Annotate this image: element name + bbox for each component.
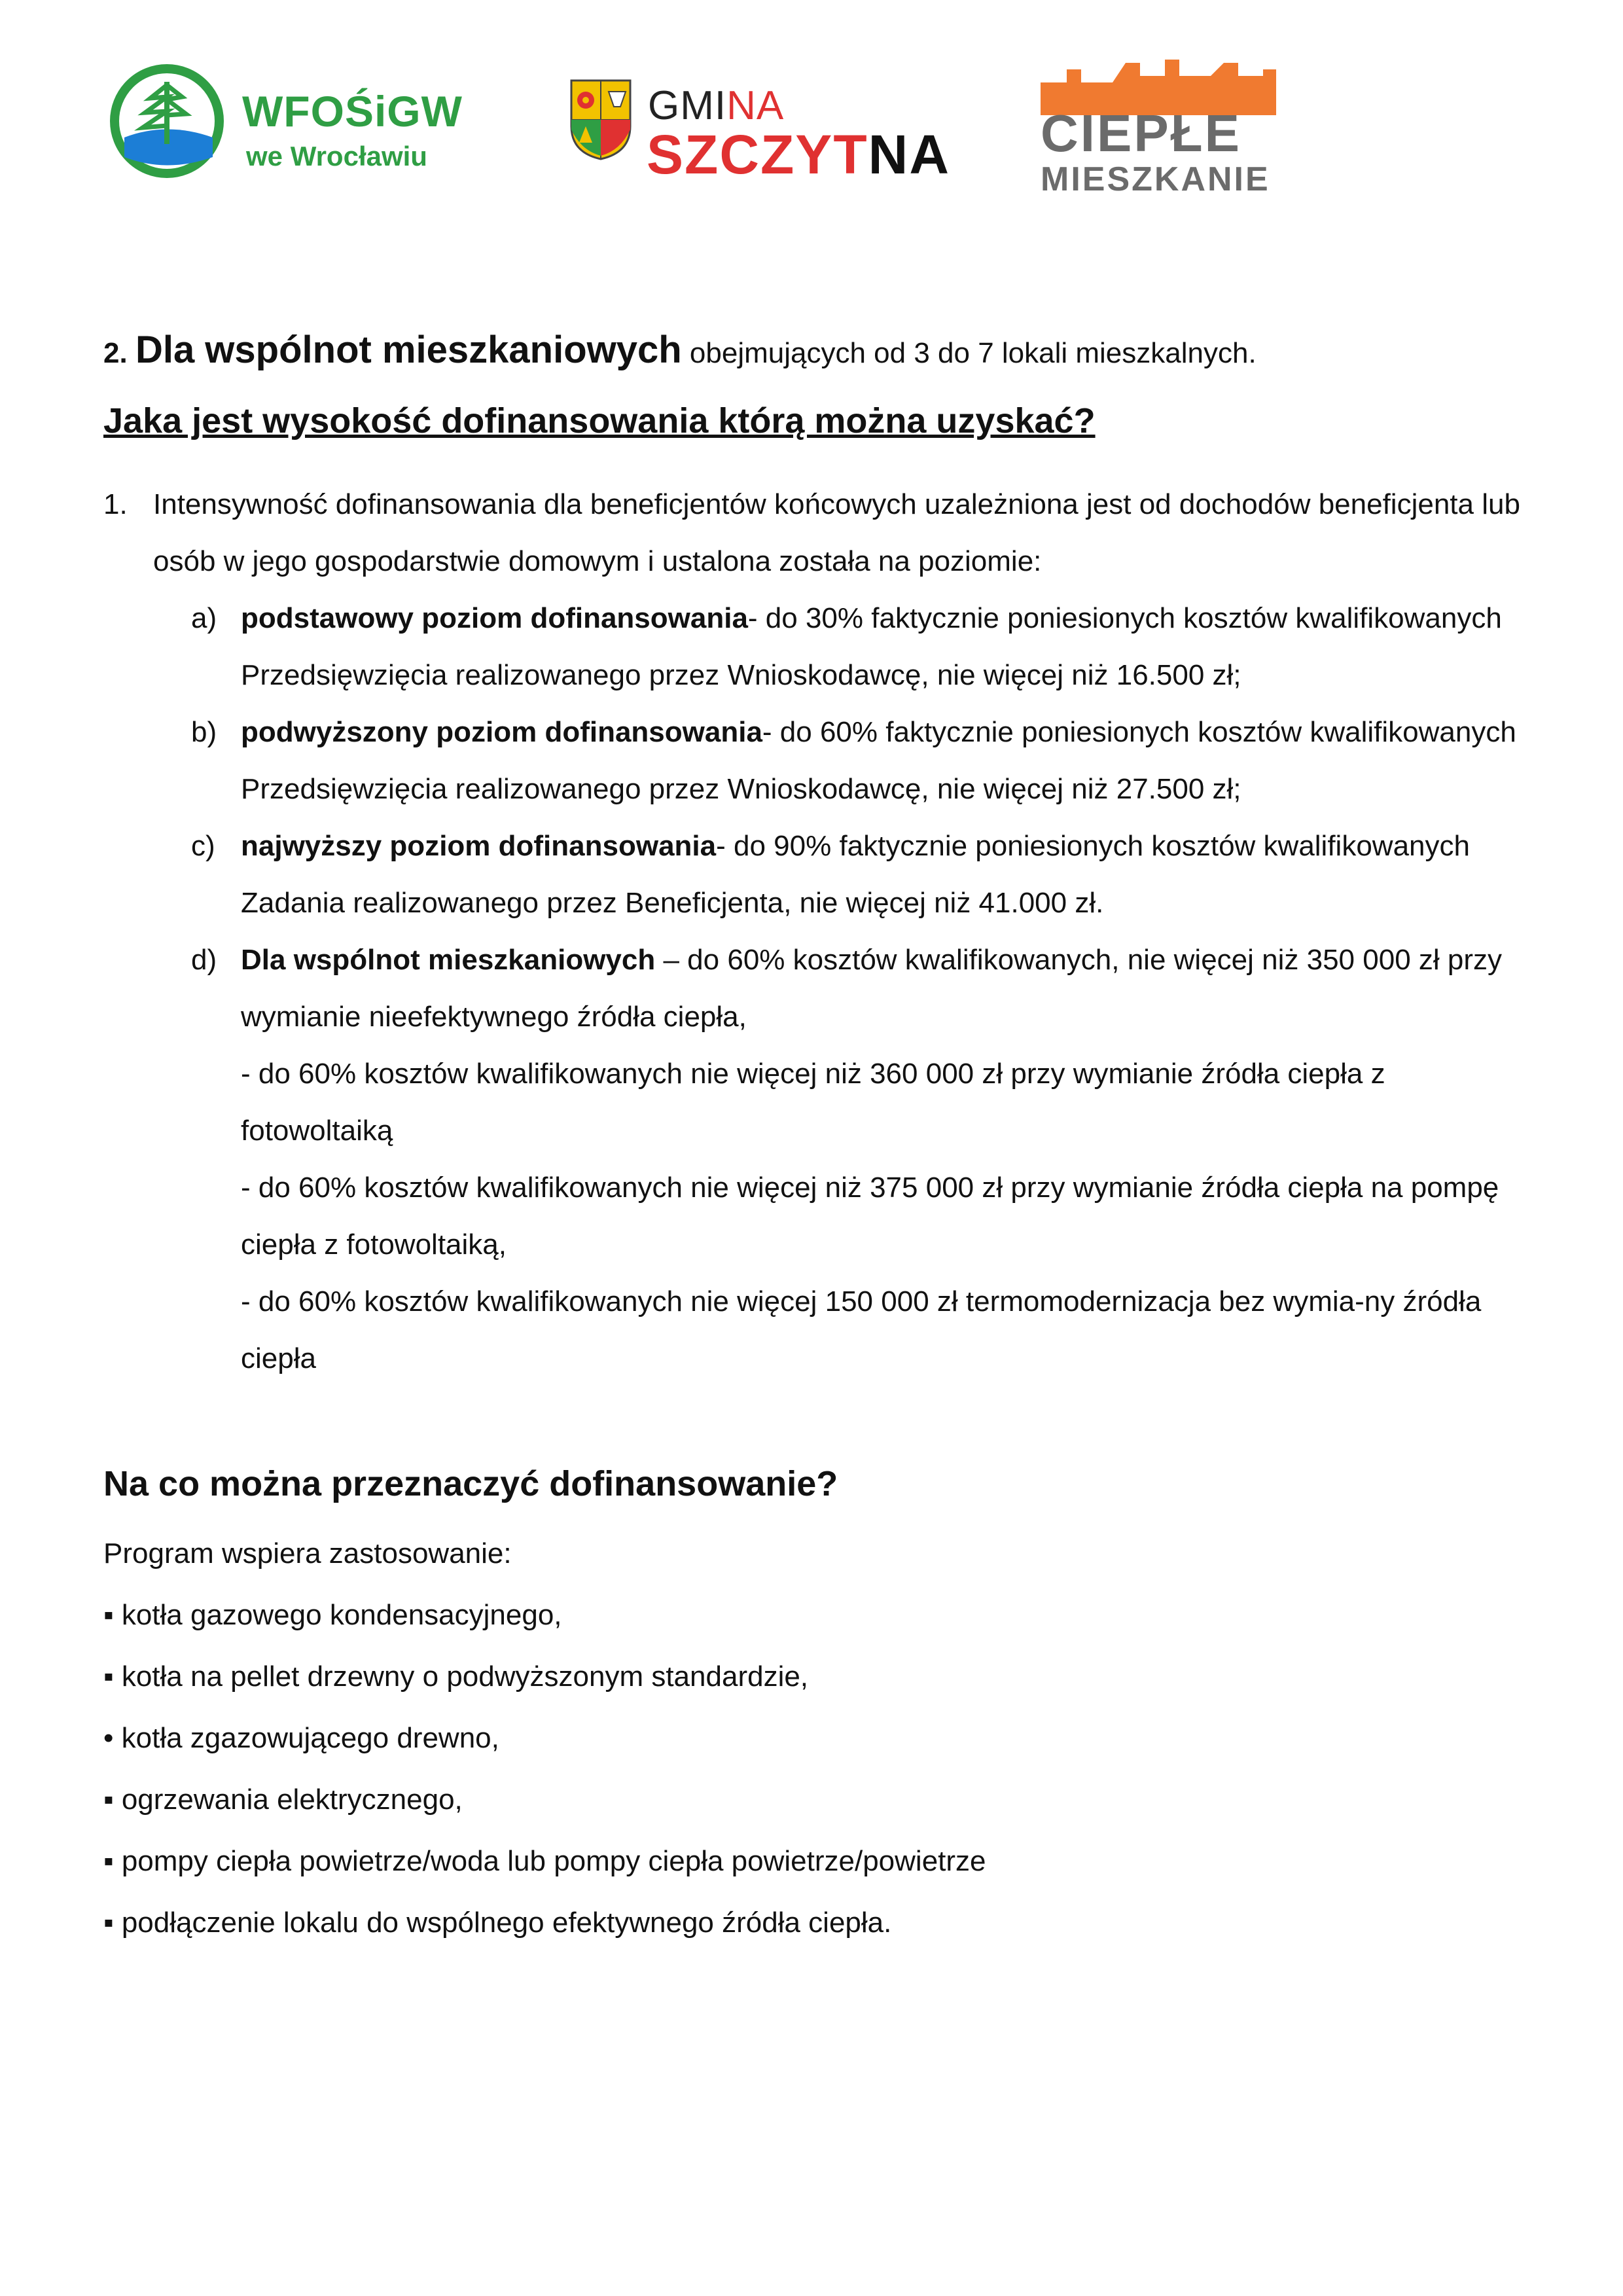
cieple-label: CIEPŁE (1041, 104, 1241, 162)
subpoint-marker: a) (191, 602, 217, 634)
subpoint-bold: Dla wspólnot mieszkaniowych (241, 944, 656, 976)
document-body (103, 327, 1537, 1954)
point-1-text: Intensywność dofinansowania dla beneficjentów końcowych uzależniona jest od dochodów beneficjenta lub osób w jego gospodarstwie domowym i ustalona została na poziomie: (153, 488, 1520, 577)
gmina-label-part2: NA (726, 83, 785, 128)
list-item: • kotła zgazowującego drewno, (103, 1722, 499, 1754)
list-item: ▪ kotła na pellet drzewny o podwyższonym standardzie, (103, 1660, 809, 1693)
szczytna-label-part1: SZCZYT (647, 124, 868, 185)
logo-bar (105, 52, 1544, 209)
intro-rest: obejmujących od 3 do 7 lokali mieszkalnych. (681, 337, 1257, 369)
szczytna-label (647, 123, 950, 187)
point-1-marker: 1. (103, 488, 128, 520)
subpoint-text: - do 30% faktycznie poniesionych kosztów kwalifikowanych Przedsięwzięcia realizowanego przez Wnioskodawcę, nie więcej niż 16.500 zł; (241, 602, 1502, 691)
wfosigw-title: WFOŚiGW (242, 87, 463, 135)
mieszkanie-label: MIESZKANIE (1041, 160, 1270, 198)
subpoint-c (103, 817, 1537, 931)
wfosigw-emblem-icon (105, 59, 229, 183)
szczytna-label-part2: NA (868, 124, 950, 185)
program-intro: Program wspiera zastosowanie: (103, 1537, 512, 1570)
subpoint-d-extra-3: - do 60% kosztów kwalifikowanych nie więcej 150 000 zł termomodernizacja bez wymia-ny źródła ciepła (241, 1285, 1482, 1374)
point-1 (103, 476, 1537, 590)
wfosigw-subtitle: we Wrocławiu (246, 141, 427, 171)
cieple-mieszkanie-logo (1041, 56, 1302, 200)
subpoint-a (103, 590, 1537, 704)
wfosigw-logo (105, 59, 497, 190)
gmina-label (648, 82, 784, 129)
subpoint-d-extra-1: - do 60% kosztów kwalifikowanych nie więcej niż 360 000 zł przy wymianie źródła ciepła z fotowoltaiką (241, 1058, 1385, 1147)
subpoint-marker: c) (191, 830, 215, 862)
list-item: ▪ kotła gazowego kondensacyjnego, (103, 1599, 562, 1631)
subpoint-text: – do 60% kosztów kwalifikowanych, nie więcej niż 350 000 zł przy wymianie nieefektywnego źródła ciepła, (241, 944, 1503, 1033)
subpoint-bold: podstawowy poziom dofinansowania (241, 602, 748, 634)
subpoint-text: - do 60% faktycznie poniesionych kosztów kwalifikowanych Przedsięwzięcia realizowanego przez Wnioskodawcę, nie więcej niż 27.500 zł; (241, 716, 1516, 805)
subpoint-marker: d) (191, 944, 217, 976)
gmina-label-part1: GMI (648, 83, 727, 128)
intro-line (103, 327, 1537, 376)
subpoint-marker: b) (191, 716, 217, 748)
subpoint-bold: najwyższy poziom dofinansowania (241, 830, 717, 862)
subpoint-b (103, 704, 1537, 817)
subpoint-d-extra-2: - do 60% kosztów kwalifikowanych nie więcej niż 375 000 zł przy wymianie źródła ciepła na pompę ciepła z fotowoltaiką, (241, 1172, 1499, 1261)
subpoint-d (103, 931, 1537, 1045)
intro-number: 2. (103, 337, 128, 369)
coat-of-arms-icon (568, 77, 633, 162)
list-item: ▪ ogrzewania elektrycznego, (103, 1784, 463, 1816)
intro-bold: Dla wspólnot mieszkaniowych (135, 329, 682, 371)
subpoint-text: - do 90% faktycznie poniesionych kosztów kwalifikowanych Zadania realizowanego przez Beneficjenta, nie więcej niż 41.000 zł. (241, 830, 1470, 919)
list-item: ▪ podłączenie lokalu do wspólnego efektywnego źródła ciepła. (103, 1907, 892, 1939)
subpoint-bold: podwyższony poziom dofinansowania (241, 716, 762, 748)
list-item: ▪ pompy ciepła powietrze/woda lub pompy ciepła powietrze/powietrze (103, 1845, 986, 1877)
heading-funding-use: Na co można przeznaczyć dofinansowanie? (103, 1464, 838, 1503)
heading-funding-amount: Jaka jest wysokość dofinansowania którą można uzyskać? (103, 401, 1096, 440)
gmina-szczytna-logo (568, 77, 961, 185)
